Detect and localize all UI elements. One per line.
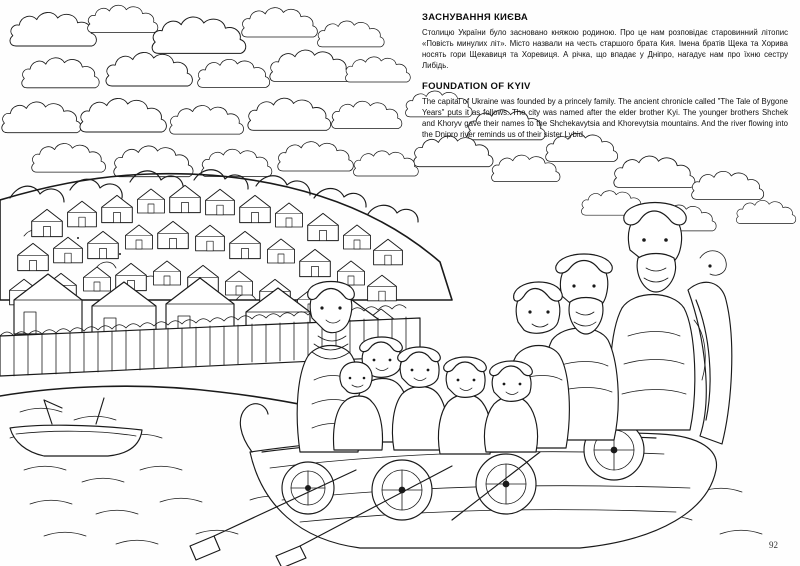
ukrainian-paragraph: Столицю України було засновано княжою родиною. Про це нам розповідає старовинний літопис «Повість минулих літ». Місто назвали на честь старшого брата Кия. Імена братів Щека та Хорива носять гори Щекавиця та Хоревиця. А річка, що впадає у Дніпро, нагадує нам про їхню сестру Либідь. xyxy=(422,28,788,71)
ukrainian-heading: ЗАСНУВАННЯ КИЄВА xyxy=(422,12,529,23)
page-number: 92 xyxy=(769,540,778,550)
english-heading: FOUNDATION OF KYIV xyxy=(422,81,531,93)
english-paragraph: The capital of Ukraine was founded by a princely family. The ancient chronicle called "The Tale of Bygone Years" puts it as follows. The city was named after the elder brother Kyi. The younger brothers Shchek and Khoryv gave their names to the Shchekavytsia and Khorevytsia mountains. And the river flowing into the Dnipro river reminds us of their sister Lybid. xyxy=(422,97,788,140)
prince-figure xyxy=(610,203,705,431)
text-block xyxy=(422,12,788,141)
small-boat xyxy=(10,398,142,456)
rowers xyxy=(333,337,537,454)
dragon-head-prow xyxy=(688,251,732,444)
